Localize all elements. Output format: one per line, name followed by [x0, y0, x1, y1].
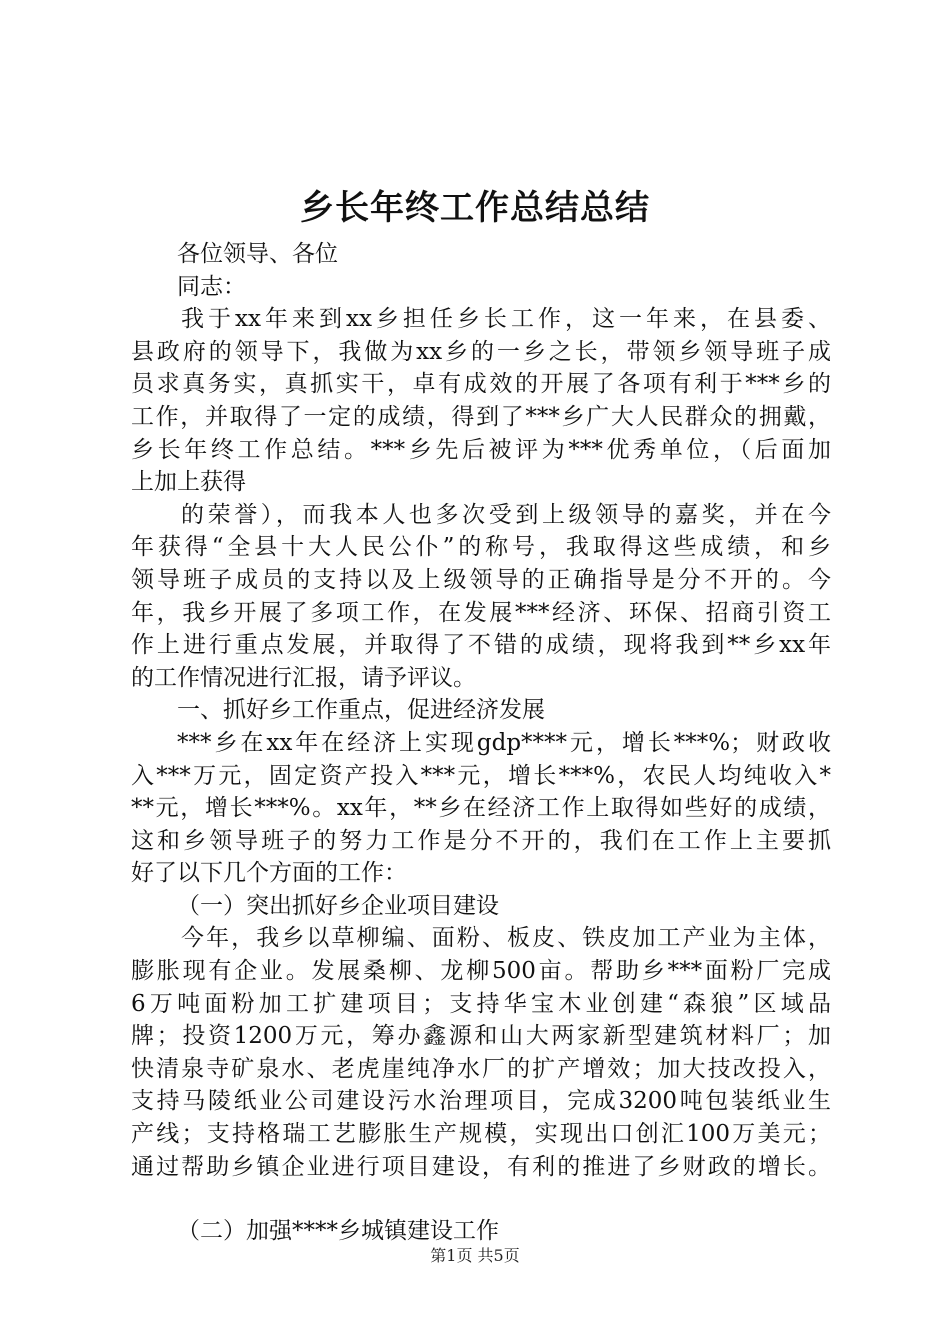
- page-footer: 第1页 共5页: [430, 1246, 520, 1265]
- salutation-line: 同志：: [177, 273, 246, 300]
- document-body: [131, 238, 831, 1248]
- paragraph-line: 工作，并取得了一定的成绩，得到了***乡广大人民群众的拥戴，: [131, 403, 831, 430]
- paragraph-line: 这和乡领导班子的努力工作是分不开的，我们在工作上主要抓: [131, 827, 831, 854]
- salutation-line: 各位领导、各位: [177, 241, 338, 267]
- paragraph-line: 年，我乡开展了多项工作，在发展***经济、环保、招商引资工: [131, 599, 831, 626]
- paragraph-line: 产线；支持格瑞工艺膨胀生产规模，实现出口创汇100万美元；: [131, 1121, 831, 1148]
- paragraph-line: 的工作情况进行汇报，请予评议。: [131, 664, 476, 691]
- paragraph-line: **元，增长***%。xx年，**乡在经济工作上取得如些好的成绩，: [131, 795, 831, 822]
- paragraph-line: 我于xx年来到xx乡担任乡长工作，这一年来，在县委、: [181, 306, 831, 333]
- paragraph-line: 上加上获得: [131, 469, 246, 496]
- paragraph-line: 支持马陵纸业公司建设污水治理项目，完成3200吨包装纸业生: [131, 1088, 831, 1115]
- paragraph-line: 膨胀现有企业。发展桑柳、龙柳500亩。帮助乡***面粉厂完成: [131, 958, 831, 985]
- document-title: 乡长年终工作总结总结: [300, 188, 650, 228]
- paragraph-gap: [131, 1183, 831, 1215]
- paragraph-line: 作上进行重点发展，并取得了不错的成绩，现将我到**乡xx年: [131, 632, 831, 659]
- paragraph-line: 领导班子成员的支持以及上级领导的正确指导是分不开的。今: [131, 566, 831, 593]
- paragraph-line: 牌；投资1200万元，筹办鑫源和山大两家新型建筑材料厂；加: [131, 1023, 831, 1050]
- paragraph-line: 入***万元，固定资产投入***元，增长***%，农民人均纯收入*: [131, 762, 831, 789]
- subsection-heading: （二）加强****乡城镇建设工作: [177, 1218, 499, 1245]
- paragraph-line: ***乡在xx年在经济上实现gdp****元，增长***%；财政收: [177, 729, 831, 756]
- paragraph-line: 快清泉寺矿泉水、老虎崖纯净水厂的扩产增效；加大技改投入，: [131, 1055, 831, 1082]
- paragraph-line: 6万吨面粉加工扩建项目；支持华宝木业创建“森狼”区域品: [131, 990, 831, 1017]
- paragraph-line: 乡长年终工作总结。***乡先后被评为***优秀单位，（后面加: [131, 436, 831, 463]
- paragraph-line: 的荣誉），而我本人也多次受到上级领导的嘉奖，并在今: [181, 501, 831, 528]
- paragraph-line: 好了以下几个方面的工作：: [131, 860, 407, 887]
- paragraph-line: 年获得“全县十大人民公仆”的称号，我取得这些成绩，和乡: [131, 534, 831, 561]
- section-heading: 一、抓好乡工作重点，促进经济发展: [177, 697, 545, 724]
- paragraph-line: 通过帮助乡镇企业进行项目建设，有利的推进了乡财政的增长。: [131, 1153, 831, 1180]
- paragraph-line: 县政府的领导下，我做为xx乡的一乡之长，带领乡领导班子成: [131, 338, 831, 365]
- paragraph-line: 今年，我乡以草柳编、面粉、板皮、铁皮加工产业为主体，: [181, 925, 831, 952]
- subsection-heading: （一）突出抓好乡企业项目建设: [177, 892, 499, 919]
- paragraph-line: 员求真务实，真抓实干，卓有成效的开展了各项有利于***乡的: [131, 371, 831, 398]
